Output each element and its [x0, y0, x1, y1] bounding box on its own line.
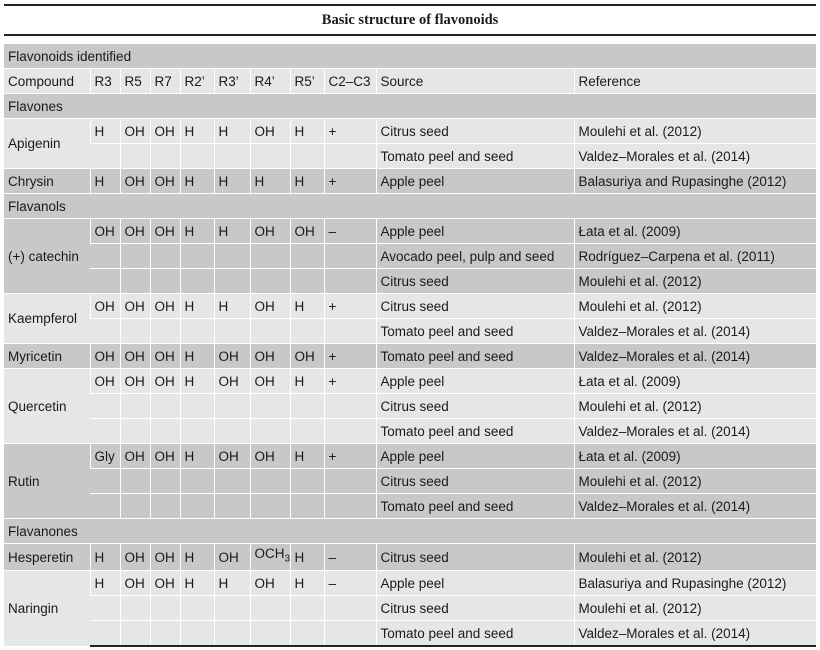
column-header: Reference: [574, 69, 816, 94]
reference-cell: Moulehi et al. (2012): [574, 394, 816, 419]
substituent-cell: H: [290, 369, 324, 394]
empty-cell: [180, 244, 214, 269]
reference-cell: Valdez–Morales et al. (2014): [574, 344, 816, 369]
substituent-cell: H: [180, 444, 214, 469]
substituent-cell: OH: [90, 219, 120, 244]
empty-cell: [180, 494, 214, 519]
source-cell: Citrus seed: [376, 394, 574, 419]
empty-cell: [214, 394, 250, 419]
compound-name: Rutin: [4, 444, 90, 519]
column-header: C2–C3: [324, 69, 376, 94]
reference-cell: Moulehi et al. (2012): [574, 469, 816, 494]
reference-cell: Balasuriya and Rupasinghe (2012): [574, 571, 816, 596]
empty-cell: [214, 319, 250, 344]
reference-cell: Valdez–Morales et al. (2014): [574, 144, 816, 169]
source-cell: Citrus seed: [376, 119, 574, 144]
empty-cell: [120, 621, 150, 647]
empty-cell: [90, 244, 120, 269]
empty-cell: [90, 394, 120, 419]
empty-cell: [90, 469, 120, 494]
empty-cell: [214, 596, 250, 621]
reference-cell: Moulehi et al. (2012): [574, 294, 816, 319]
empty-cell: [214, 244, 250, 269]
substituent-cell: H: [290, 544, 324, 571]
substituent-cell: +: [324, 169, 376, 194]
substituent-cell: OH: [150, 344, 180, 369]
substituent-cell: OH: [90, 294, 120, 319]
substituent-cell: OH: [214, 444, 250, 469]
substituent-cell: H: [214, 119, 250, 144]
substituent-cell: [250, 544, 290, 571]
source-cell: Tomato peel and seed: [376, 494, 574, 519]
substituent-cell: H: [214, 169, 250, 194]
substituent-cell: H: [180, 294, 214, 319]
empty-cell: [120, 419, 150, 444]
empty-cell: [180, 319, 214, 344]
empty-cell: [120, 494, 150, 519]
table-row: [4, 544, 816, 571]
substituent-cell: –: [324, 219, 376, 244]
table-row: [4, 419, 816, 444]
table-row: [4, 596, 816, 621]
empty-cell: [290, 469, 324, 494]
substituent-cell: OH: [90, 344, 120, 369]
empty-cell: [250, 419, 290, 444]
substituent-cell: OH: [250, 444, 290, 469]
substituent-cell: +: [324, 444, 376, 469]
substituent-cell: H: [90, 571, 120, 596]
reference-cell: Moulehi et al. (2012): [574, 269, 816, 294]
substituent-cell: H: [180, 169, 214, 194]
source-cell: Apple peel: [376, 369, 574, 394]
empty-cell: [90, 494, 120, 519]
substituent-cell: OH: [150, 119, 180, 144]
empty-cell: [90, 419, 120, 444]
source-cell: Citrus seed: [376, 544, 574, 571]
column-header: R7: [150, 69, 180, 94]
substituent-cell: OH: [214, 369, 250, 394]
substituent-cell: H: [214, 294, 250, 319]
substituent-cell: OH: [250, 369, 290, 394]
compound-name: Apigenin: [4, 119, 90, 169]
empty-cell: [250, 319, 290, 344]
compound-name: Quercetin: [4, 369, 90, 444]
table-row: [4, 444, 816, 469]
empty-cell: [150, 244, 180, 269]
source-cell: Apple peel: [376, 219, 574, 244]
column-header: R2’: [180, 69, 214, 94]
empty-cell: [214, 269, 250, 294]
source-cell: Citrus seed: [376, 269, 574, 294]
column-header: R4’: [250, 69, 290, 94]
spacer: [4, 35, 816, 44]
source-cell: Citrus seed: [376, 294, 574, 319]
empty-cell: [180, 394, 214, 419]
substituent-cell: OH: [150, 571, 180, 596]
table-row: [4, 269, 816, 294]
column-header: R3: [90, 69, 120, 94]
substituent-cell: OH: [120, 571, 150, 596]
empty-cell: [150, 469, 180, 494]
source-cell: Tomato peel and seed: [376, 144, 574, 169]
table-body: [4, 35, 816, 646]
empty-cell: [180, 621, 214, 647]
table-title: Basic structure of flavonoids: [4, 5, 816, 35]
empty-cell: [120, 244, 150, 269]
substituent-cell: OH: [250, 119, 290, 144]
empty-cell: [324, 494, 376, 519]
compound-name: Kaempferol: [4, 294, 90, 344]
column-header: Compound: [4, 69, 90, 94]
empty-cell: [120, 469, 150, 494]
formula-main: OCH: [254, 546, 285, 561]
substituent-cell: OH: [150, 444, 180, 469]
group-row: [4, 94, 816, 119]
substituent-cell: H: [214, 571, 250, 596]
compound-name: Chrysin: [4, 169, 90, 194]
source-cell: Tomato peel and seed: [376, 344, 574, 369]
table-row: [4, 219, 816, 244]
reference-cell: Moulehi et al. (2012): [574, 596, 816, 621]
group-row: [4, 519, 816, 544]
substituent-cell: OH: [250, 219, 290, 244]
group-label: Flavanones: [4, 519, 816, 544]
empty-cell: [120, 319, 150, 344]
compound-name: (+) catechin: [4, 219, 90, 294]
table-row: [4, 571, 816, 596]
substituent-cell: OH: [120, 169, 150, 194]
substituent-cell: Gly: [90, 444, 120, 469]
column-header: R3’: [214, 69, 250, 94]
substituent-cell: +: [324, 294, 376, 319]
empty-cell: [290, 269, 324, 294]
empty-cell: [324, 319, 376, 344]
empty-cell: [324, 419, 376, 444]
empty-cell: [324, 469, 376, 494]
empty-cell: [250, 621, 290, 647]
substituent-cell: OH: [150, 294, 180, 319]
empty-cell: [324, 244, 376, 269]
identified-row: [4, 44, 816, 69]
substituent-cell: H: [214, 219, 250, 244]
source-cell: Tomato peel and seed: [376, 319, 574, 344]
empty-cell: [250, 144, 290, 169]
substituent-cell: H: [290, 294, 324, 319]
empty-cell: [290, 419, 324, 444]
empty-cell: [150, 394, 180, 419]
empty-cell: [90, 621, 120, 647]
empty-cell: [180, 419, 214, 444]
substituent-cell: H: [290, 119, 324, 144]
empty-cell: [214, 494, 250, 519]
substituent-cell: H: [180, 219, 214, 244]
empty-cell: [180, 469, 214, 494]
substituent-cell: H: [290, 444, 324, 469]
reference-cell: Valdez–Morales et al. (2014): [574, 419, 816, 444]
substituent-cell: OH: [150, 544, 180, 571]
substituent-cell: H: [90, 119, 120, 144]
substituent-cell: OH: [150, 369, 180, 394]
empty-cell: [120, 269, 150, 294]
reference-cell: Łata et al. (2009): [574, 219, 816, 244]
empty-cell: [290, 244, 324, 269]
substituent-cell: H: [90, 169, 120, 194]
table-row: [4, 169, 816, 194]
group-label: Flavones: [4, 94, 816, 119]
empty-cell: [250, 596, 290, 621]
empty-cell: [150, 269, 180, 294]
empty-cell: [150, 319, 180, 344]
table-row: [4, 319, 816, 344]
column-header: Source: [376, 69, 574, 94]
column-header: R5’: [290, 69, 324, 94]
column-header: R5: [120, 69, 150, 94]
substituent-cell: OH: [214, 344, 250, 369]
table-row: [4, 621, 816, 647]
table-row: [4, 494, 816, 519]
substituent-cell: OH: [150, 169, 180, 194]
source-cell: Citrus seed: [376, 469, 574, 494]
empty-cell: [120, 394, 150, 419]
reference-cell: Łata et al. (2009): [574, 444, 816, 469]
empty-cell: [150, 596, 180, 621]
empty-cell: [324, 621, 376, 647]
header-row: [4, 69, 816, 94]
reference-cell: Balasuriya and Rupasinghe (2012): [574, 169, 816, 194]
empty-cell: [250, 469, 290, 494]
substituent-cell: +: [324, 369, 376, 394]
empty-cell: [150, 419, 180, 444]
substituent-cell: +: [324, 119, 376, 144]
table-row: [4, 244, 816, 269]
substituent-cell: OH: [250, 294, 290, 319]
empty-cell: [290, 144, 324, 169]
empty-cell: [90, 144, 120, 169]
empty-cell: [180, 596, 214, 621]
substituent-cell: H: [290, 169, 324, 194]
empty-cell: [290, 319, 324, 344]
identified-label: Flavonoids identified: [4, 44, 816, 69]
empty-cell: [324, 144, 376, 169]
empty-cell: [290, 394, 324, 419]
reference-cell: Moulehi et al. (2012): [574, 119, 816, 144]
source-cell: Apple peel: [376, 571, 574, 596]
group-row: [4, 194, 816, 219]
source-cell: Tomato peel and seed: [376, 621, 574, 647]
substituent-cell: H: [250, 169, 290, 194]
substituent-cell: OH: [250, 344, 290, 369]
flavonoid-table: [4, 4, 816, 647]
substituent-cell: OH: [120, 294, 150, 319]
empty-cell: [214, 144, 250, 169]
substituent-cell: OH: [290, 219, 324, 244]
substituent-cell: H: [180, 119, 214, 144]
empty-cell: [150, 494, 180, 519]
substituent-cell: OH: [214, 544, 250, 571]
formula-subscript: 3: [284, 553, 290, 565]
table-row: [4, 144, 816, 169]
empty-cell: [214, 419, 250, 444]
table-row: [4, 394, 816, 419]
source-cell: Apple peel: [376, 444, 574, 469]
compound-name: Myricetin: [4, 344, 90, 369]
substituent-cell: OH: [120, 344, 150, 369]
group-label: Flavanols: [4, 194, 816, 219]
empty-cell: [120, 144, 150, 169]
substituent-cell: H: [180, 344, 214, 369]
substituent-cell: +: [324, 344, 376, 369]
empty-cell: [90, 596, 120, 621]
empty-cell: [290, 596, 324, 621]
source-cell: Tomato peel and seed: [376, 419, 574, 444]
substituent-cell: H: [90, 544, 120, 571]
table-row: [4, 344, 816, 369]
reference-cell: Rodríguez–Carpena et al. (2011): [574, 244, 816, 269]
empty-cell: [214, 469, 250, 494]
empty-cell: [250, 244, 290, 269]
empty-cell: [120, 596, 150, 621]
reference-cell: Valdez–Morales et al. (2014): [574, 494, 816, 519]
compound-name: Hesperetin: [4, 544, 90, 571]
source-cell: Citrus seed: [376, 596, 574, 621]
table-row: [4, 119, 816, 144]
table-row: [4, 469, 816, 494]
substituent-cell: H: [180, 544, 214, 571]
substituent-cell: OH: [250, 571, 290, 596]
empty-cell: [290, 494, 324, 519]
substituent-cell: H: [290, 571, 324, 596]
empty-cell: [250, 494, 290, 519]
empty-cell: [250, 394, 290, 419]
table-row: [4, 294, 816, 319]
empty-cell: [324, 269, 376, 294]
empty-cell: [290, 621, 324, 647]
compound-name: Naringin: [4, 571, 90, 647]
empty-cell: [324, 596, 376, 621]
substituent-cell: OH: [120, 219, 150, 244]
empty-cell: [150, 144, 180, 169]
substituent-cell: OH: [120, 544, 150, 571]
source-cell: Apple peel: [376, 169, 574, 194]
substituent-cell: –: [324, 544, 376, 571]
flavonoid-table-container: [4, 4, 816, 647]
reference-cell: Łata et al. (2009): [574, 369, 816, 394]
substituent-cell: H: [180, 571, 214, 596]
substituent-cell: OH: [290, 344, 324, 369]
table-row: [4, 369, 816, 394]
substituent-cell: OH: [120, 119, 150, 144]
substituent-cell: OH: [90, 369, 120, 394]
empty-cell: [250, 269, 290, 294]
substituent-cell: OH: [120, 444, 150, 469]
substituent-cell: OH: [150, 219, 180, 244]
source-cell: Avocado peel, pulp and seed: [376, 244, 574, 269]
empty-cell: [214, 621, 250, 647]
substituent-cell: OH: [120, 369, 150, 394]
empty-cell: [90, 319, 120, 344]
substituent-cell: H: [180, 369, 214, 394]
empty-cell: [324, 394, 376, 419]
reference-cell: Valdez–Morales et al. (2014): [574, 319, 816, 344]
reference-cell: Valdez–Morales et al. (2014): [574, 621, 816, 647]
empty-cell: [180, 269, 214, 294]
substituent-cell: –: [324, 571, 376, 596]
empty-cell: [90, 269, 120, 294]
reference-cell: Moulehi et al. (2012): [574, 544, 816, 571]
empty-cell: [180, 144, 214, 169]
empty-cell: [150, 621, 180, 647]
